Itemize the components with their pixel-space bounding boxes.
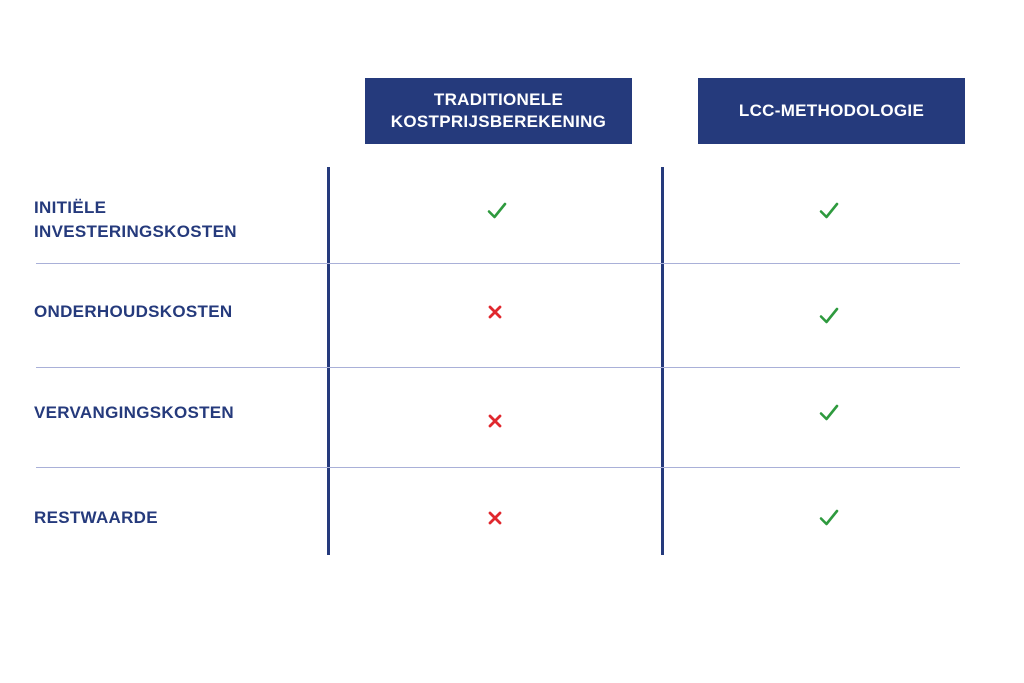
row-label-maintenance: ONDERHOUDSKOSTEN [34,302,233,321]
column-divider-2 [661,167,664,555]
header-traditional-costing: TRADITIONELE KOSTPRIJSBEREKENING [365,78,632,144]
mark-row3-traditional-cross-icon [483,409,507,433]
row-divider-1 [36,263,960,264]
mark-row2-lcc-check-icon [817,304,841,328]
mark-row3-lcc-check-icon [817,401,841,425]
row-divider-2 [36,367,960,368]
row-label-initial-investment: INITIËLE INVESTERINGSKOSTEN [34,198,237,241]
mark-row2-traditional-cross-icon [483,300,507,324]
mark-row1-traditional-check-icon [485,199,509,223]
mark-row4-traditional-cross-icon [483,506,507,530]
header-lcc-methodology: LCC-METHODOLOGIE [698,78,965,144]
row-divider-3 [36,467,960,468]
row-label-replacement: VERVANGINGSKOSTEN [34,403,235,422]
mark-row1-lcc-check-icon [817,199,841,223]
row-label-residual-value: RESTWAARDE [34,508,158,527]
mark-row4-lcc-check-icon [817,506,841,530]
column-divider-1 [327,167,330,555]
